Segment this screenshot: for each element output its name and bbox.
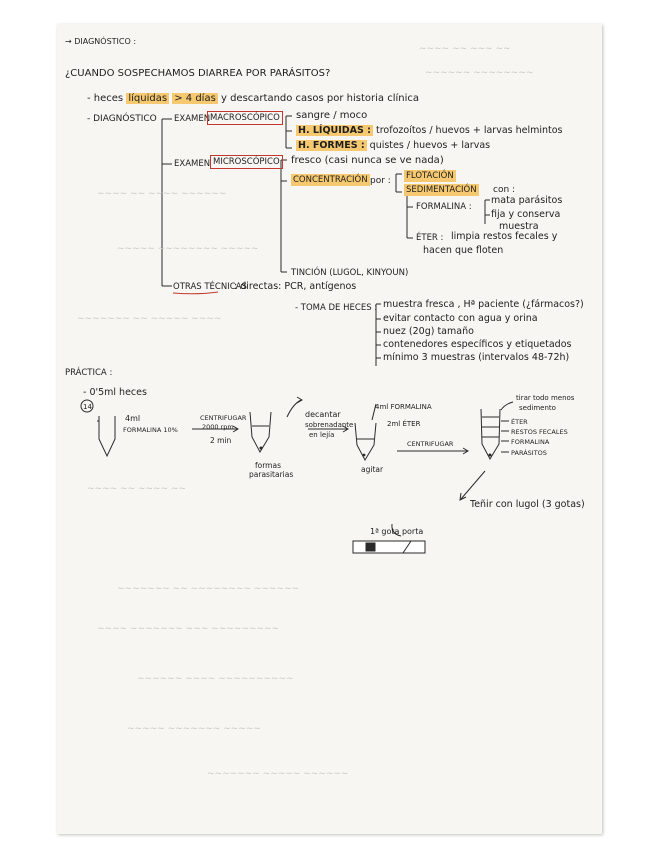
sed-con: con : (493, 185, 516, 195)
ghost-text: ~~~~~~~ ~~~~~ ~~~~~~ (207, 769, 349, 779)
p-agitar: agitar (361, 465, 384, 474)
bullet-post: y descartando casos por historia clínica (217, 93, 420, 104)
section-heading: → DIAGNÓSTICO : (65, 37, 137, 46)
macro-box: MACROSCÓPICO (207, 111, 283, 125)
layer-label: PARÁSITOS (511, 449, 547, 457)
formalina-item: mata parásitos (491, 195, 563, 206)
toma-item: contenedores específicos y etiquetados (383, 339, 572, 350)
formalina-label: FORMALINA : (416, 202, 472, 212)
ghost-text: ~~~~ ~~~~~~~ ~~~ ~~~~~~~~~ (97, 624, 280, 634)
ghost-text: ~~~~~~~ ~~ ~~~~~~~~ ~~~~~~ (117, 584, 300, 594)
ghost-text: ~~~~~ ~~~~~~~~ ~~~~~ (117, 244, 259, 254)
ghost-text: ~~~~~ ~~~~~~~ ~~~~~ (127, 724, 261, 734)
sedimentacion: SEDIMENTACIÓN (406, 185, 477, 195)
micro-box: MICROSCÓPICO (210, 155, 283, 169)
macro-formes (296, 140, 490, 152)
toma-label: - TOMA DE HECES : (295, 303, 378, 313)
practica-heading: PRÁCTICA : (65, 368, 113, 378)
ghost-text: ~~~~ ~~ ~~~~ ~~~~~~ (97, 189, 227, 199)
p-centrifugar-2: CENTRIFUGAR (407, 440, 454, 448)
macro-item-sangre: sangre / moco (296, 110, 368, 121)
fresco: fresco (casi nunca se ve nada) (291, 155, 444, 166)
step-number: 14 (83, 403, 92, 411)
tag-liquidas: H. LÍQUIDAS : (298, 125, 371, 136)
highlight-dias: > 4 días (174, 93, 216, 104)
p-2min: 2 min (210, 436, 232, 445)
formes-text: quistes / huevos + larvas (369, 140, 491, 151)
flotacion: FLOTACIÓN (406, 171, 454, 181)
dx-label: - DIAGNÓSTICO (87, 114, 157, 124)
ghost-text: ~~~~~~ ~~~~ ~~~~~~~~~~ (137, 674, 294, 684)
toma-item: evitar contacto con agua y orina (383, 313, 538, 324)
notebook-page (57, 24, 602, 834)
toma-item: muestra fresca , Hª paciente (¿fármacos?) (383, 299, 584, 310)
otras-text: : directas: PCR, antígenos (234, 281, 357, 292)
p-rpm: 2000 rpm (202, 423, 234, 431)
highlight-liquidas: líquidas (128, 93, 168, 104)
ghost-text: ~~~~ ~~ ~~~~ ~~ (87, 484, 187, 494)
p-formalina: FORMALINA 10% (123, 426, 178, 434)
formalina-item: fija y conserva (491, 209, 561, 220)
formalina-item: muestra (499, 221, 539, 232)
layer-label: ÉTER (511, 418, 528, 426)
tincion: TINCIÓN (LUGOL, KINYOUN) (291, 268, 409, 278)
bullet-pre: - heces (87, 93, 127, 104)
p-decantar: en lejía (309, 431, 335, 439)
exam1-label: EXAMEN (174, 114, 211, 124)
tag-formes: H. FORMES : (298, 140, 365, 151)
ghost-text: ~~~~ ~~ ~~~ ~~ (419, 44, 511, 54)
p-05ml: - 0'5ml heces (83, 387, 147, 398)
eter-text: hacen que floten (423, 245, 504, 256)
toma-item: mínimo 3 muestras (intervalos 48-72h) (383, 352, 570, 363)
p-4ml-form: 4ml FORMALINA (375, 403, 432, 411)
tenir: Teñir con lugol (3 gotas) (470, 499, 585, 510)
conc-por: por : (370, 176, 391, 186)
eter-text: limpia restos fecales y (451, 231, 558, 242)
exam2-label: EXAMEN (174, 159, 211, 169)
ghost-text: ~~~~~~~ ~~ ~~~~~ ~~~~ (77, 314, 222, 324)
p-centrifugar: CENTRIFUGAR (200, 414, 247, 422)
liquidas-text: trofozoítos / huevos + larvas helmintos (376, 125, 563, 136)
layer-label: RESTOS FECALES (511, 428, 568, 436)
eter-label: ÉTER : (416, 233, 444, 243)
p-2ml-eter: 2ml ÉTER (387, 420, 421, 428)
p-decantar: decantar (305, 410, 341, 419)
p-decantar: sobrenadante (305, 421, 354, 429)
otras-label: OTRAS TÉCNICAS (173, 282, 247, 292)
p-formas: parasitarias (249, 470, 294, 479)
p-4ml: 4ml (125, 414, 141, 423)
macro-liquidas (296, 125, 563, 137)
concentracion: CONCENTRACIÓN (293, 175, 368, 185)
question: ¿CUANDO SOSPECHAMOS DIARREA POR PARÁSITOS? (65, 68, 331, 79)
layer-label: FORMALINA (511, 438, 550, 446)
p-formas: formas (255, 461, 281, 470)
p-tirar: tirar todo menos (516, 394, 575, 402)
ghost-text: ~~~~~~ ~~~~~~~~ (425, 68, 534, 78)
gota: 1ª gota porta (370, 527, 424, 536)
p-tirar: sedimento (519, 404, 556, 412)
bullet-heces (87, 93, 419, 105)
toma-item: nuez (20g) tamaño (383, 326, 474, 337)
